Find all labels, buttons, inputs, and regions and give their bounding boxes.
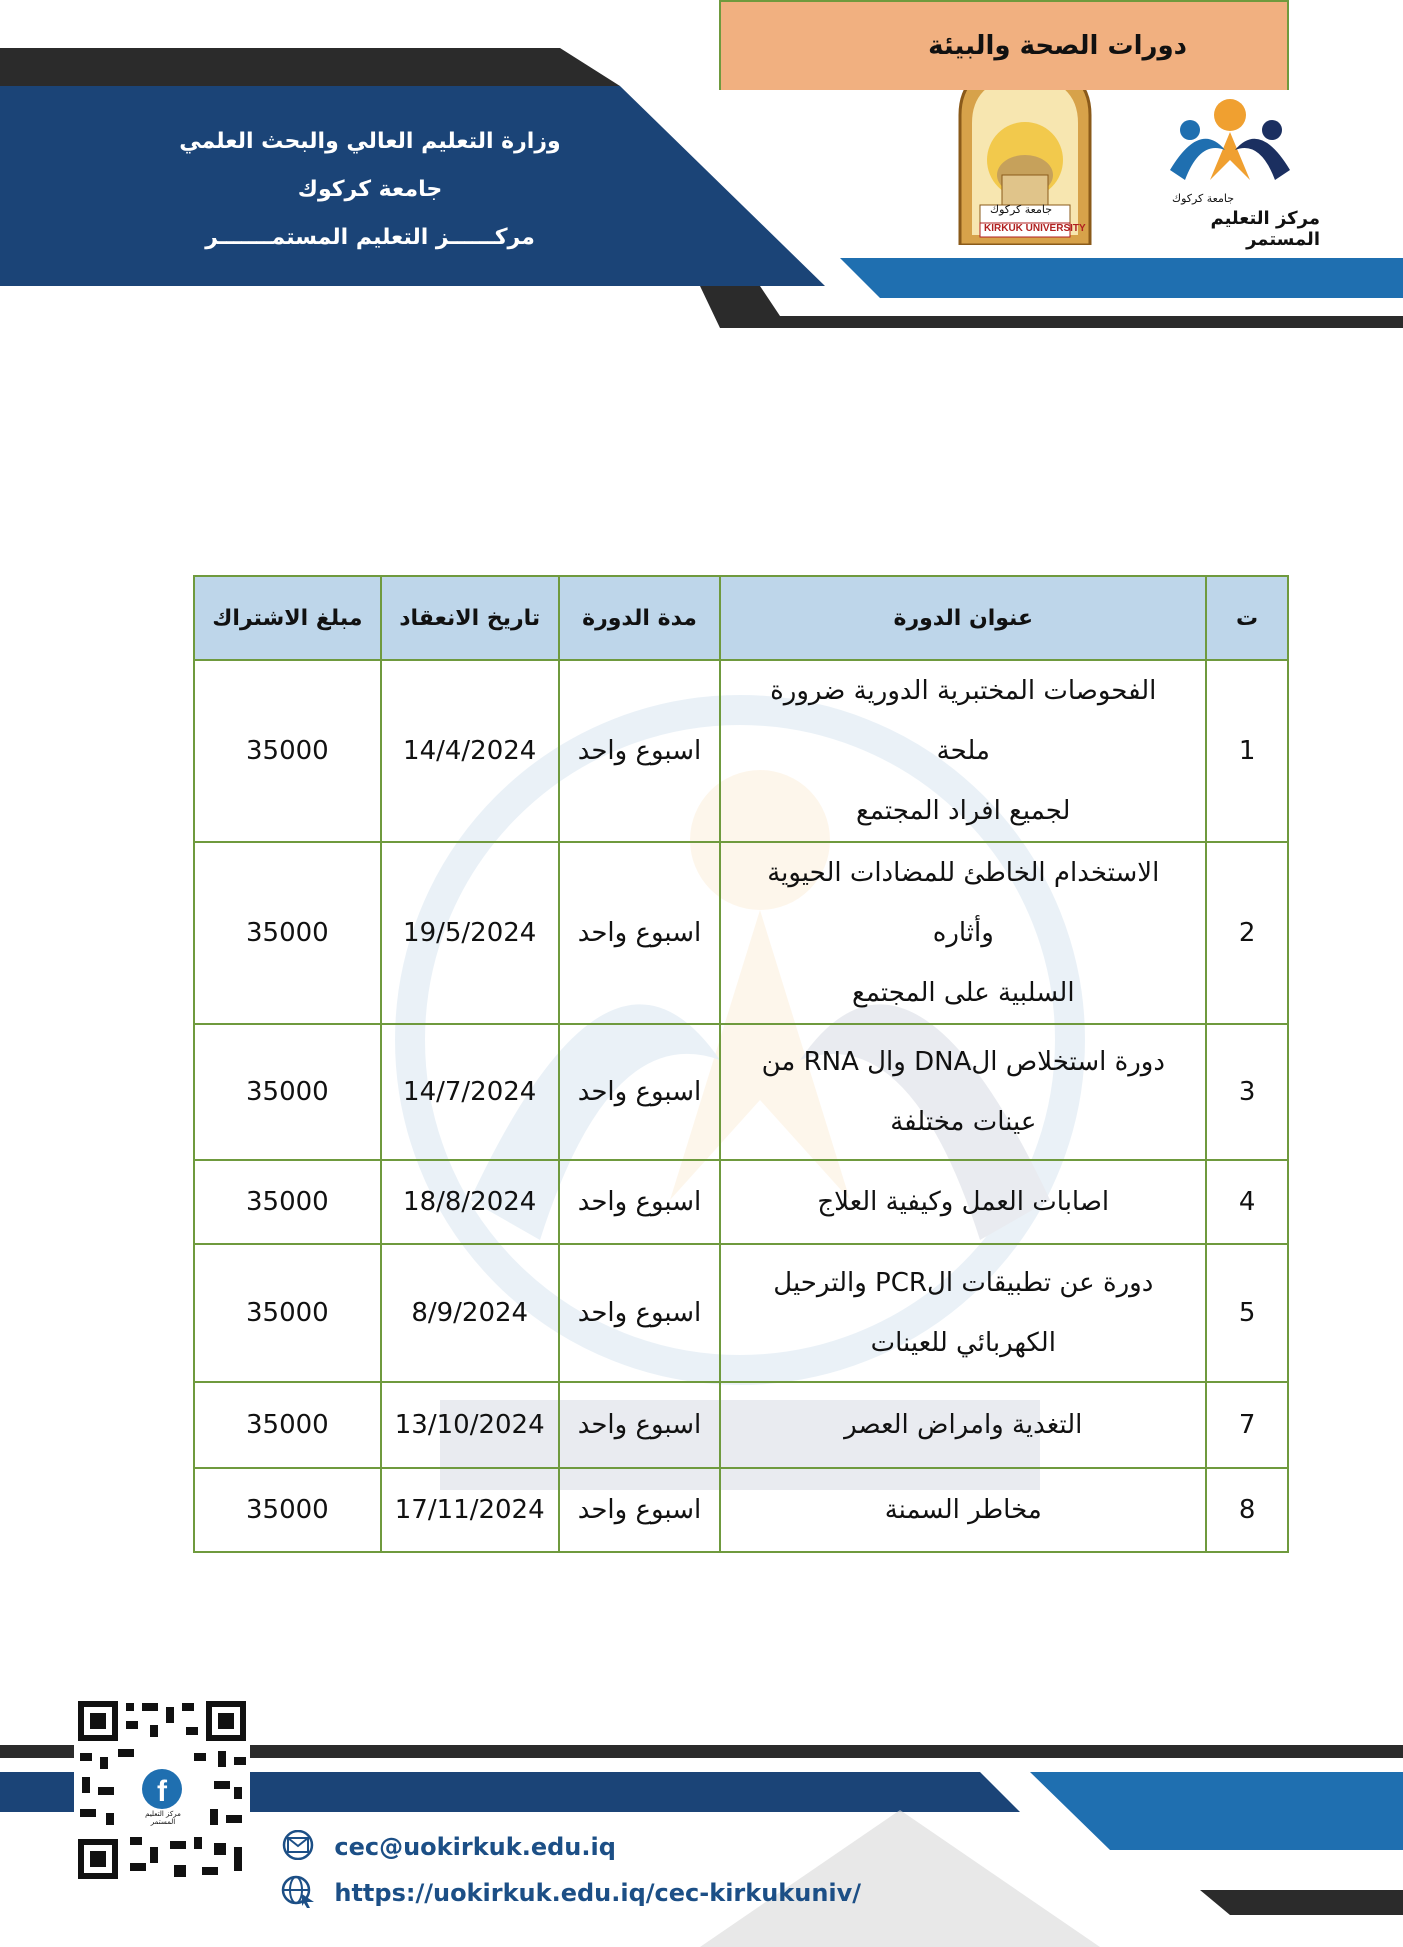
table-title-cell bbox=[719, 0, 1289, 90]
row-fee: 35000 bbox=[194, 1024, 381, 1160]
row-course-line: اصابات العمل وكيفية العلاج bbox=[817, 1187, 1110, 1217]
row-date: 18/8/2024 bbox=[381, 1160, 559, 1244]
row-num: 5 bbox=[1206, 1244, 1288, 1382]
courses-table bbox=[193, 575, 1289, 1553]
row-duration: اسبوع واحد bbox=[559, 660, 721, 842]
row-course-line: دورة استخلاص الDNA وال RNA من bbox=[761, 1047, 1165, 1077]
row-date: 17/11/2024 bbox=[381, 1468, 559, 1552]
qr-code[interactable] bbox=[74, 1697, 250, 1883]
row-duration: اسبوع واحد bbox=[559, 1382, 721, 1468]
row-num: 7 bbox=[1206, 1382, 1288, 1468]
row-num: 4 bbox=[1206, 1160, 1288, 1244]
table-header-row bbox=[194, 576, 1288, 660]
email-contact[interactable] bbox=[280, 1830, 616, 1866]
email-link[interactable]: cec@uokirkuk.edu.iq bbox=[334, 1833, 616, 1861]
website-contact[interactable] bbox=[280, 1874, 861, 1914]
qr-caption: مركز التعليم المستمر bbox=[145, 1810, 181, 1826]
row-num: 3 bbox=[1206, 1024, 1288, 1160]
mail-icon bbox=[280, 1830, 316, 1866]
table-row bbox=[194, 1382, 1288, 1468]
row-course-line: السلبية على المجتمع bbox=[851, 978, 1075, 1008]
row-fee: 35000 bbox=[194, 1468, 381, 1552]
university-logo-en: KIRKUK UNIVERSITY bbox=[984, 223, 1086, 234]
header-text bbox=[170, 118, 570, 262]
row-course-line: الفحوصات المختبرية الدورية ضرورة ملحة bbox=[770, 676, 1157, 766]
row-course-line: الكهربائي للعينات bbox=[870, 1328, 1056, 1358]
table-row bbox=[194, 660, 1288, 842]
header-duration: مدة الدورة bbox=[559, 576, 721, 660]
row-num: 2 bbox=[1206, 842, 1288, 1024]
table-row bbox=[194, 1468, 1288, 1552]
table-row bbox=[194, 842, 1288, 1024]
table-title: دورات الصحة والبيئة bbox=[928, 31, 1187, 61]
globe-icon bbox=[280, 1874, 316, 1914]
row-duration: اسبوع واحد bbox=[559, 1244, 721, 1382]
row-course-line: مخاطر السمنة bbox=[884, 1495, 1042, 1525]
header-course: عنوان الدورة bbox=[720, 576, 1206, 660]
row-fee: 35000 bbox=[194, 842, 381, 1024]
row-date: 8/9/2024 bbox=[381, 1244, 559, 1382]
center-logo-title: مركز التعليم المستمر bbox=[1210, 208, 1320, 250]
row-fee: 35000 bbox=[194, 1244, 381, 1382]
row-course-line: الاستخدام الخاطئ للمضادات الحيوية وأثاره bbox=[767, 858, 1160, 948]
svg-text:f: f bbox=[157, 1775, 167, 1808]
row-course bbox=[720, 1468, 1206, 1552]
row-course-line: لجميع افراد المجتمع bbox=[856, 796, 1071, 826]
university-logo-ar: جامعة كركوك bbox=[990, 203, 1053, 216]
center-logo-university: جامعة كركوك bbox=[1172, 192, 1235, 205]
row-num: 1 bbox=[1206, 660, 1288, 842]
table-row bbox=[194, 1024, 1288, 1160]
row-course bbox=[720, 1160, 1206, 1244]
row-course bbox=[720, 660, 1206, 842]
university-name: جامعة كركوك bbox=[297, 177, 443, 202]
ministry-name: وزارة التعليم العالي والبحث العلمي bbox=[179, 129, 561, 154]
row-course bbox=[720, 1382, 1206, 1468]
row-duration: اسبوع واحد bbox=[559, 842, 721, 1024]
row-course bbox=[720, 1024, 1206, 1160]
row-course-line: عينات مختلفة bbox=[890, 1107, 1037, 1137]
header-num: ت bbox=[1206, 576, 1288, 660]
row-course bbox=[720, 842, 1206, 1024]
center-name: مركــــــز التعليم المستمـــــــر bbox=[205, 225, 535, 250]
row-date: 13/10/2024 bbox=[381, 1382, 559, 1468]
row-fee: 35000 bbox=[194, 1160, 381, 1244]
row-date: 14/4/2024 bbox=[381, 660, 559, 842]
website-link[interactable]: https://uokirkuk.edu.iq/cec-kirkukuniv/ bbox=[334, 1879, 862, 1907]
row-fee: 35000 bbox=[194, 660, 381, 842]
row-date: 14/7/2024 bbox=[381, 1024, 559, 1160]
row-duration: اسبوع واحد bbox=[559, 1160, 721, 1244]
header-date: تاريخ الانعقاد bbox=[381, 576, 559, 660]
table-row bbox=[194, 1160, 1288, 1244]
row-num: 8 bbox=[1206, 1468, 1288, 1552]
header-fee: مبلغ الاشتراك bbox=[194, 576, 381, 660]
row-course bbox=[720, 1244, 1206, 1382]
row-fee: 35000 bbox=[194, 1382, 381, 1468]
row-duration: اسبوع واحد bbox=[559, 1024, 721, 1160]
table-row bbox=[194, 1244, 1288, 1382]
row-course-line: التغدية وامراض العصر bbox=[844, 1410, 1083, 1440]
row-date: 19/5/2024 bbox=[381, 842, 559, 1024]
row-duration: اسبوع واحد bbox=[559, 1468, 721, 1552]
row-course-line: دورة عن تطبيقات الPCR والترحيل bbox=[773, 1268, 1154, 1298]
